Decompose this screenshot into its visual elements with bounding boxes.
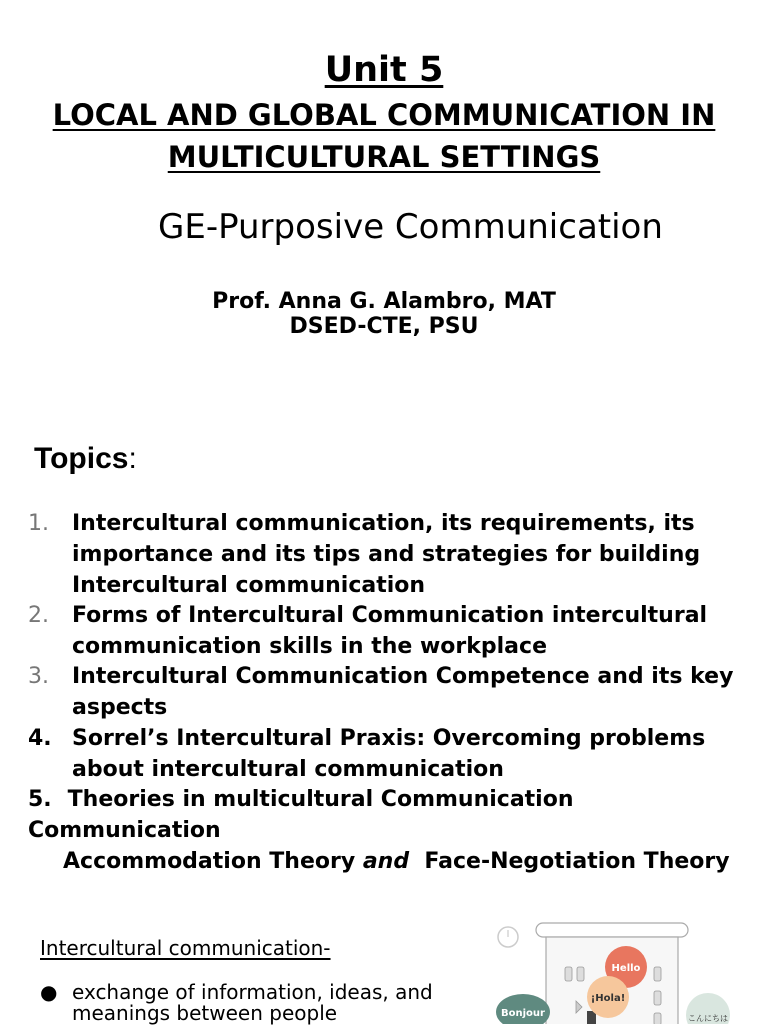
author-name: Prof. Anna G. Alambro, MAT (212, 289, 556, 314)
board-top (536, 923, 688, 937)
topic-number: 2. (28, 603, 49, 628)
topic-text: Intercultural communication, its requirements, its importance and its tips and strategies for building Intercultural communication (72, 511, 701, 598)
topic-text: Forms of Intercultural Communication intercultural communication skills in the workplace (72, 603, 708, 659)
topics-heading (34, 442, 137, 476)
bullet-marker: ● (40, 980, 58, 1004)
definition-heading: Intercultural communication- (40, 936, 331, 960)
bonjour-text: Bonjour (501, 1008, 545, 1019)
topic-item-2 (28, 600, 763, 662)
topic-text-b: Face-Negotiation Theory (409, 849, 730, 874)
topics-heading-colon: : (128, 442, 137, 475)
topic-number: 4. (28, 726, 52, 751)
topic-item-5 (28, 784, 763, 877)
hola-text: ¡Hola! (590, 993, 626, 1004)
unit-title: Unit 5 (324, 50, 444, 90)
topic-item-4 (28, 723, 763, 785)
topic-item-1 (28, 508, 763, 601)
topics-heading-label: Topics (34, 442, 129, 475)
topic-number: 1. (28, 511, 49, 536)
hello-text: Hello (611, 963, 641, 974)
topic-line-2 (28, 846, 763, 877)
course-title: GE-Purposive Communication (158, 207, 663, 247)
bullet-text: exchange of information, ideas, and meanings between people (72, 980, 433, 1025)
department: DSED-CTE, PSU (289, 314, 479, 339)
topic-text: Theories in multicultural Communication Communication (28, 787, 574, 843)
topic-number: 5. (28, 787, 52, 812)
konnichiwa-text: こんにちは (688, 1014, 728, 1023)
topic-line-1 (28, 787, 574, 843)
topic-text: Sorrel’s Intercultural Praxis: Overcoming problems about intercultural communication (72, 726, 706, 782)
main-title-line-1: LOCAL AND GLOBAL COMMUNICATION IN (52, 98, 716, 132)
topic-text-emphasis: and (362, 849, 410, 874)
topic-text: Intercultural Communication Competence and its key aspects (72, 664, 734, 720)
topic-number: 3. (28, 664, 49, 689)
topic-item-3 (28, 661, 763, 723)
topic-text-a: Accommodation Theory (63, 849, 363, 874)
greetings-illustration (488, 915, 748, 1024)
main-title-line-2: MULTICULTURAL SETTINGS (167, 140, 601, 174)
greetings-illustration-svg (488, 915, 748, 1024)
definition-bullet (40, 982, 460, 1024)
